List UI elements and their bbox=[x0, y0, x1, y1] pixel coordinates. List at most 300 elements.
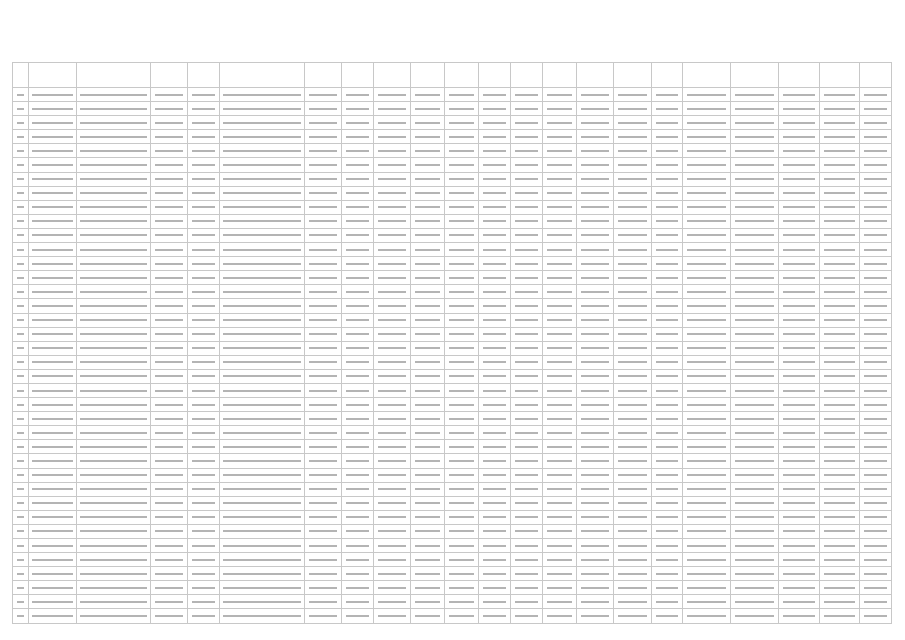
table-cell bbox=[651, 468, 683, 482]
table-cell bbox=[220, 581, 305, 595]
table-row bbox=[13, 341, 892, 355]
table-cell bbox=[859, 102, 891, 116]
table-cell bbox=[13, 524, 29, 538]
table-cell bbox=[511, 144, 543, 158]
table-cell bbox=[859, 285, 891, 299]
table-cell bbox=[511, 482, 543, 496]
table-cell bbox=[220, 341, 305, 355]
table-cell bbox=[651, 454, 683, 468]
table-cell bbox=[779, 440, 819, 454]
table-row bbox=[13, 257, 892, 271]
table-cell bbox=[305, 426, 342, 440]
table-cell bbox=[819, 200, 859, 214]
table-cell bbox=[445, 355, 479, 369]
table-cell bbox=[479, 524, 511, 538]
table-cell bbox=[859, 468, 891, 482]
table-cell bbox=[779, 355, 819, 369]
table-cell bbox=[445, 158, 479, 172]
table-cell bbox=[28, 595, 76, 609]
table-cell bbox=[151, 454, 188, 468]
table-cell bbox=[305, 567, 342, 581]
table-cell bbox=[779, 341, 819, 355]
table-cell bbox=[342, 539, 374, 553]
table-cell bbox=[188, 158, 220, 172]
table-cell bbox=[511, 539, 543, 553]
table-cell bbox=[819, 468, 859, 482]
table-cell bbox=[683, 496, 731, 510]
table-cell bbox=[479, 313, 511, 327]
table-cell bbox=[13, 88, 29, 102]
table-cell bbox=[651, 369, 683, 383]
table-cell bbox=[479, 271, 511, 285]
table-cell bbox=[543, 581, 577, 595]
table-cell bbox=[28, 355, 76, 369]
table-cell bbox=[479, 440, 511, 454]
table-cell bbox=[819, 130, 859, 144]
table-cell bbox=[342, 581, 374, 595]
table-row bbox=[13, 510, 892, 524]
table-cell bbox=[151, 102, 188, 116]
table-cell bbox=[577, 426, 614, 440]
table-cell bbox=[188, 144, 220, 158]
table-cell bbox=[511, 200, 543, 214]
table-cell bbox=[543, 398, 577, 412]
table-cell bbox=[511, 271, 543, 285]
table-cell bbox=[859, 327, 891, 341]
table-cell bbox=[819, 524, 859, 538]
table-cell bbox=[819, 341, 859, 355]
table-cell bbox=[543, 524, 577, 538]
table-cell bbox=[188, 130, 220, 144]
table-cell bbox=[479, 200, 511, 214]
table-cell bbox=[614, 116, 651, 130]
table-cell bbox=[577, 468, 614, 482]
table-row bbox=[13, 327, 892, 341]
table-cell bbox=[577, 243, 614, 257]
table-cell bbox=[411, 609, 445, 623]
table-cell bbox=[543, 468, 577, 482]
column-header bbox=[13, 63, 29, 88]
table-cell bbox=[151, 553, 188, 567]
table-cell bbox=[151, 144, 188, 158]
table-cell bbox=[76, 454, 150, 468]
table-cell bbox=[479, 553, 511, 567]
table-cell bbox=[779, 214, 819, 228]
table-cell bbox=[651, 285, 683, 299]
table-cell bbox=[651, 116, 683, 130]
table-cell bbox=[374, 567, 411, 581]
table-cell bbox=[28, 412, 76, 426]
table-cell bbox=[859, 539, 891, 553]
table-cell bbox=[683, 214, 731, 228]
table-cell bbox=[779, 327, 819, 341]
table-cell bbox=[445, 426, 479, 440]
table-cell bbox=[731, 172, 779, 186]
table-cell bbox=[731, 581, 779, 595]
table-cell bbox=[342, 271, 374, 285]
table-cell bbox=[411, 496, 445, 510]
table-cell bbox=[445, 609, 479, 623]
table-cell bbox=[151, 539, 188, 553]
table-cell bbox=[859, 595, 891, 609]
table-cell bbox=[28, 383, 76, 397]
table-cell bbox=[13, 172, 29, 186]
table-cell bbox=[577, 158, 614, 172]
table-cell bbox=[188, 369, 220, 383]
table-cell bbox=[220, 609, 305, 623]
table-cell bbox=[859, 144, 891, 158]
table-cell bbox=[374, 482, 411, 496]
table-cell bbox=[411, 581, 445, 595]
table-cell bbox=[188, 595, 220, 609]
table-cell bbox=[342, 88, 374, 102]
table-cell bbox=[188, 88, 220, 102]
table-cell bbox=[28, 496, 76, 510]
table-cell bbox=[683, 172, 731, 186]
table-cell bbox=[614, 200, 651, 214]
table-cell bbox=[819, 228, 859, 242]
table-cell bbox=[511, 313, 543, 327]
table-cell bbox=[779, 468, 819, 482]
table-cell bbox=[220, 271, 305, 285]
table-cell bbox=[614, 228, 651, 242]
table-cell bbox=[76, 510, 150, 524]
table-cell bbox=[819, 539, 859, 553]
table-cell bbox=[13, 609, 29, 623]
table-cell bbox=[614, 567, 651, 581]
table-cell bbox=[188, 228, 220, 242]
table-cell bbox=[577, 412, 614, 426]
table-cell bbox=[651, 355, 683, 369]
table-cell bbox=[411, 595, 445, 609]
table-row bbox=[13, 468, 892, 482]
table-cell bbox=[577, 539, 614, 553]
table-cell bbox=[342, 158, 374, 172]
table-cell bbox=[374, 454, 411, 468]
column-header bbox=[411, 63, 445, 88]
column-header bbox=[683, 63, 731, 88]
table-cell bbox=[305, 186, 342, 200]
table-cell bbox=[411, 355, 445, 369]
table-cell bbox=[511, 355, 543, 369]
table-cell bbox=[411, 412, 445, 426]
table-cell bbox=[305, 313, 342, 327]
table-cell bbox=[683, 243, 731, 257]
table-cell bbox=[683, 595, 731, 609]
table-cell bbox=[188, 355, 220, 369]
table-cell bbox=[411, 102, 445, 116]
table-cell bbox=[342, 595, 374, 609]
table-cell bbox=[511, 581, 543, 595]
table-cell bbox=[305, 369, 342, 383]
table-cell bbox=[859, 243, 891, 257]
table-cell bbox=[28, 172, 76, 186]
table-cell bbox=[374, 468, 411, 482]
table-cell bbox=[445, 200, 479, 214]
table-cell bbox=[374, 553, 411, 567]
table-cell bbox=[13, 482, 29, 496]
table-cell bbox=[445, 228, 479, 242]
table-cell bbox=[220, 172, 305, 186]
table-cell bbox=[731, 539, 779, 553]
table-cell bbox=[342, 186, 374, 200]
table-cell bbox=[445, 285, 479, 299]
table-row bbox=[13, 567, 892, 581]
table-cell bbox=[305, 581, 342, 595]
table-cell bbox=[342, 341, 374, 355]
table-cell bbox=[188, 468, 220, 482]
table-cell bbox=[543, 313, 577, 327]
table-cell bbox=[543, 496, 577, 510]
table-cell bbox=[651, 158, 683, 172]
table-cell bbox=[305, 383, 342, 397]
table-cell bbox=[577, 116, 614, 130]
table-cell bbox=[479, 510, 511, 524]
table-cell bbox=[13, 369, 29, 383]
table-cell bbox=[683, 186, 731, 200]
table-cell bbox=[76, 369, 150, 383]
table-cell bbox=[683, 383, 731, 397]
table-cell bbox=[683, 553, 731, 567]
table-cell bbox=[305, 398, 342, 412]
table-cell bbox=[305, 412, 342, 426]
table-cell bbox=[683, 200, 731, 214]
table-cell bbox=[859, 271, 891, 285]
table-cell bbox=[151, 299, 188, 313]
table-cell bbox=[819, 510, 859, 524]
table-cell bbox=[28, 426, 76, 440]
table-cell bbox=[651, 341, 683, 355]
table-cell bbox=[819, 369, 859, 383]
table-cell bbox=[188, 313, 220, 327]
table-cell bbox=[76, 130, 150, 144]
column-header bbox=[374, 63, 411, 88]
table-cell bbox=[651, 482, 683, 496]
table-cell bbox=[151, 257, 188, 271]
table-cell bbox=[374, 327, 411, 341]
table-cell bbox=[577, 440, 614, 454]
table-cell bbox=[76, 468, 150, 482]
table-cell bbox=[445, 327, 479, 341]
table-cell bbox=[651, 243, 683, 257]
table-cell bbox=[859, 609, 891, 623]
table-cell bbox=[188, 567, 220, 581]
table-cell bbox=[779, 510, 819, 524]
table-cell bbox=[577, 200, 614, 214]
table-cell bbox=[28, 454, 76, 468]
table-cell bbox=[28, 214, 76, 228]
table-cell bbox=[28, 468, 76, 482]
table-cell bbox=[731, 130, 779, 144]
table-cell bbox=[305, 299, 342, 313]
table-cell bbox=[683, 327, 731, 341]
table-cell bbox=[651, 595, 683, 609]
table-cell bbox=[305, 257, 342, 271]
table-cell bbox=[779, 88, 819, 102]
table-row bbox=[13, 539, 892, 553]
table-cell bbox=[651, 383, 683, 397]
table-cell bbox=[445, 130, 479, 144]
table-cell bbox=[859, 581, 891, 595]
table-cell bbox=[479, 369, 511, 383]
table-cell bbox=[305, 102, 342, 116]
table-cell bbox=[220, 285, 305, 299]
table-cell bbox=[188, 102, 220, 116]
table-cell bbox=[151, 327, 188, 341]
table-cell bbox=[28, 271, 76, 285]
table-cell bbox=[859, 186, 891, 200]
table-cell bbox=[374, 440, 411, 454]
table-cell bbox=[188, 454, 220, 468]
table-cell bbox=[683, 130, 731, 144]
table-cell bbox=[683, 271, 731, 285]
table-cell bbox=[543, 144, 577, 158]
table-cell bbox=[577, 609, 614, 623]
table-cell bbox=[188, 398, 220, 412]
table-cell bbox=[151, 200, 188, 214]
table-cell bbox=[731, 454, 779, 468]
table-cell bbox=[13, 299, 29, 313]
table-cell bbox=[511, 468, 543, 482]
table-cell bbox=[445, 412, 479, 426]
table-cell bbox=[651, 412, 683, 426]
table-cell bbox=[577, 327, 614, 341]
table-cell bbox=[374, 412, 411, 426]
table-cell bbox=[479, 355, 511, 369]
column-header bbox=[819, 63, 859, 88]
table-cell bbox=[779, 581, 819, 595]
table-cell bbox=[342, 285, 374, 299]
table-cell bbox=[188, 271, 220, 285]
table-row bbox=[13, 454, 892, 468]
table-row bbox=[13, 186, 892, 200]
table-cell bbox=[220, 313, 305, 327]
table-cell bbox=[543, 454, 577, 468]
table-cell bbox=[511, 172, 543, 186]
table-cell bbox=[651, 581, 683, 595]
table-cell bbox=[614, 158, 651, 172]
table-cell bbox=[577, 581, 614, 595]
table-cell bbox=[342, 214, 374, 228]
table-cell bbox=[188, 440, 220, 454]
table-cell bbox=[731, 398, 779, 412]
table-cell bbox=[614, 327, 651, 341]
table-cell bbox=[411, 341, 445, 355]
table-cell bbox=[28, 341, 76, 355]
table-cell bbox=[819, 609, 859, 623]
table-cell bbox=[819, 271, 859, 285]
table-cell bbox=[651, 524, 683, 538]
table-cell bbox=[859, 214, 891, 228]
table-cell bbox=[13, 144, 29, 158]
table-cell bbox=[683, 412, 731, 426]
column-header bbox=[479, 63, 511, 88]
table-cell bbox=[479, 243, 511, 257]
table-cell bbox=[577, 313, 614, 327]
table-cell bbox=[188, 609, 220, 623]
table-cell bbox=[859, 355, 891, 369]
table-cell bbox=[731, 144, 779, 158]
table-cell bbox=[779, 172, 819, 186]
table-cell bbox=[220, 299, 305, 313]
table-cell bbox=[859, 172, 891, 186]
table-cell bbox=[819, 454, 859, 468]
table-cell bbox=[651, 102, 683, 116]
table-cell bbox=[479, 454, 511, 468]
table-cell bbox=[13, 412, 29, 426]
table-cell bbox=[445, 524, 479, 538]
table-cell bbox=[731, 285, 779, 299]
table-cell bbox=[859, 510, 891, 524]
table-cell bbox=[651, 313, 683, 327]
table-cell bbox=[220, 369, 305, 383]
table-cell bbox=[819, 144, 859, 158]
table-cell bbox=[859, 313, 891, 327]
table-cell bbox=[76, 426, 150, 440]
table-cell bbox=[374, 369, 411, 383]
table-cell bbox=[220, 412, 305, 426]
table-cell bbox=[445, 468, 479, 482]
table-cell bbox=[543, 553, 577, 567]
table-cell bbox=[479, 609, 511, 623]
table-row bbox=[13, 482, 892, 496]
table-cell bbox=[731, 228, 779, 242]
table-cell bbox=[543, 355, 577, 369]
table-row bbox=[13, 102, 892, 116]
table-cell bbox=[220, 200, 305, 214]
table-cell bbox=[445, 144, 479, 158]
table-cell bbox=[614, 285, 651, 299]
table-cell bbox=[731, 426, 779, 440]
table-cell bbox=[683, 440, 731, 454]
table-cell bbox=[445, 581, 479, 595]
table-cell bbox=[614, 496, 651, 510]
table-cell bbox=[683, 355, 731, 369]
table-cell bbox=[651, 228, 683, 242]
table-cell bbox=[651, 609, 683, 623]
table-cell bbox=[13, 102, 29, 116]
table-cell bbox=[577, 299, 614, 313]
table-cell bbox=[511, 228, 543, 242]
table-cell bbox=[76, 144, 150, 158]
table-cell bbox=[577, 88, 614, 102]
table-cell bbox=[779, 158, 819, 172]
table-cell bbox=[731, 257, 779, 271]
table-cell bbox=[445, 102, 479, 116]
table-cell bbox=[76, 496, 150, 510]
table-cell bbox=[305, 327, 342, 341]
table-cell bbox=[76, 285, 150, 299]
table-cell bbox=[779, 200, 819, 214]
table-cell bbox=[374, 313, 411, 327]
table-cell bbox=[614, 609, 651, 623]
table-cell bbox=[819, 243, 859, 257]
table-cell bbox=[445, 214, 479, 228]
table-cell bbox=[342, 116, 374, 130]
table-cell bbox=[411, 200, 445, 214]
table-cell bbox=[151, 426, 188, 440]
table-cell bbox=[28, 609, 76, 623]
table-cell bbox=[411, 243, 445, 257]
table-cell bbox=[305, 440, 342, 454]
table-cell bbox=[859, 496, 891, 510]
table-cell bbox=[511, 510, 543, 524]
table-cell bbox=[819, 257, 859, 271]
table-row bbox=[13, 228, 892, 242]
table-cell bbox=[614, 454, 651, 468]
table-cell bbox=[479, 468, 511, 482]
table-cell bbox=[577, 524, 614, 538]
